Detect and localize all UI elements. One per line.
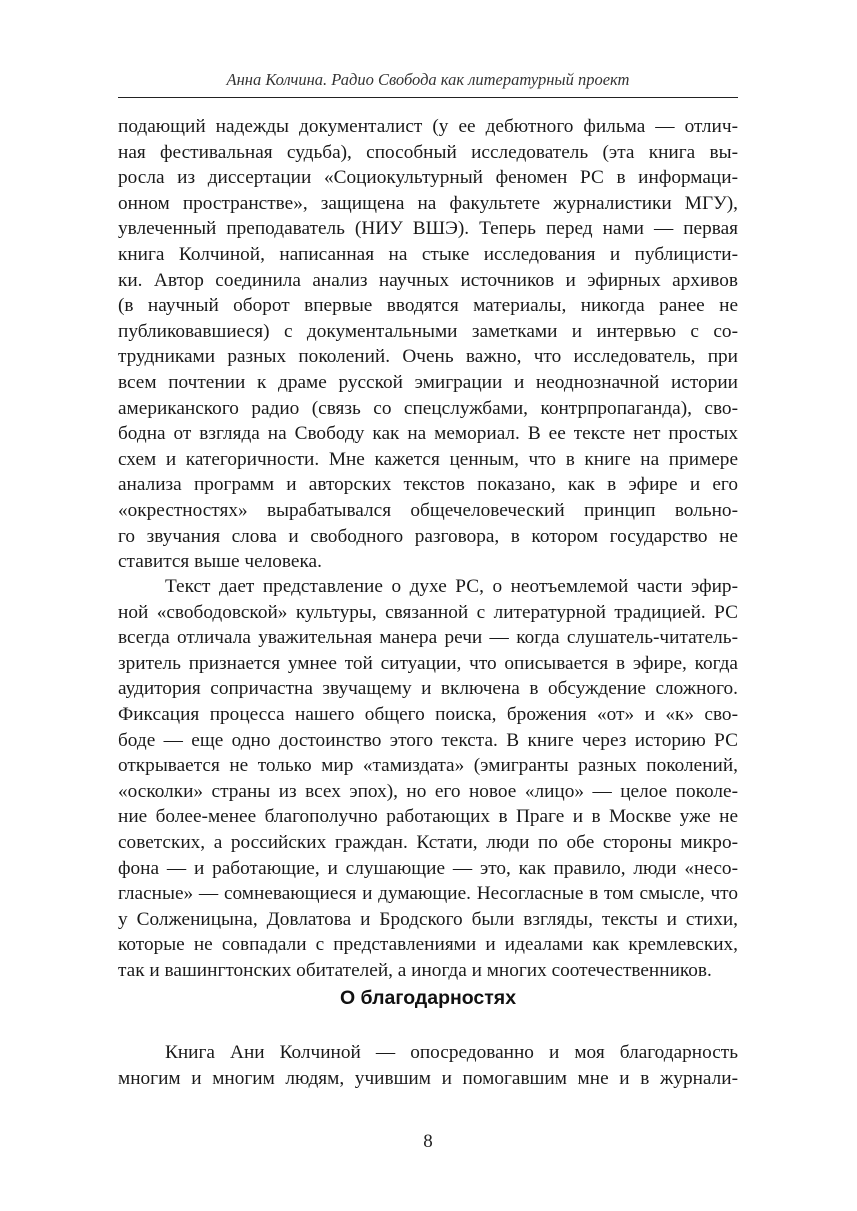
text-line: бодна от взгляда на Свободу как на мемориал. В ее тексте нет простых xyxy=(118,423,738,445)
paragraph-2 xyxy=(118,574,738,984)
text-line: росла из диссертации «Социокультурный феномен РС в информаци- xyxy=(118,167,738,189)
text-line: анализа программ и авторских текстов показано, как в эфире и его xyxy=(118,474,738,496)
text-line: схем и категоричности. Мне кажется ценным, что в книге на примере xyxy=(118,448,738,470)
text-line: ная фестивальная судьба), способный исследователь (эта книга вы- xyxy=(118,141,738,163)
paragraph-3 xyxy=(118,1040,738,1091)
text-line: советских, а российских граждан. Кстати, люди по обе стороны микро- xyxy=(118,831,738,853)
text-line: которые не совпадали с представлениями и идеалами как кремлевских, xyxy=(118,934,738,956)
page-number: 8 xyxy=(423,1131,433,1152)
text-line: трудниками разных поколений. Очень важно, что исследователь, при xyxy=(118,346,738,368)
text-line: многим и многим людям, учившим и помогавшим мне и в журнали- xyxy=(118,1067,738,1089)
text-line: боде — еще одно достоинство этого текста. В книге через историю РС xyxy=(118,729,738,751)
text-line: зритель признается умнее той ситуации, что описывается в эфире, когда xyxy=(118,652,738,674)
text-line: го звучания слова и свободного разговора, в котором государство не xyxy=(118,525,738,547)
text-line: ние более-менее благополучно работающих в Праге и в Москве уже не xyxy=(118,806,738,828)
text-line: у Солженицына, Довлатова и Бродского были взгляды, тексты и стихи, xyxy=(118,908,738,930)
text-line: всем почтении к драме русской эмиграции и неоднозначной истории xyxy=(118,371,738,393)
header-rule xyxy=(118,97,738,98)
text-line: (в научный оборот впервые вводятся материалы, никогда ранее не xyxy=(118,295,738,317)
text-line: открывается не только мир «тамиздата» (эмигранты разных поколений, xyxy=(118,755,738,777)
text-line: подающий надежды документалист (у ее дебютного фильма — отлич- xyxy=(118,116,738,137)
text-line: книга Колчиной, написанная на стыке исследования и публицисти- xyxy=(118,243,738,265)
paragraph-1 xyxy=(118,114,738,575)
running-title: Анна Колчина. Радио Свобода как литературный проект xyxy=(226,70,630,89)
text-line: гласные» — сомневающиеся и думающие. Несогласные в том смысле, что xyxy=(118,883,738,905)
section-heading: О благодарностях xyxy=(339,987,517,1009)
text-line: Фиксация процесса нашего общего поиска, брожения «от» и «к» сво- xyxy=(118,703,738,725)
text-line: Текст дает представление о духе РС, о неотъемлемой части эфир- xyxy=(165,576,738,597)
text-line: американского радио (связь со спецслужбами, контрпропаганда), сво- xyxy=(118,397,738,419)
text-line: «осколки» страны из всех эпох), но его новое «лицо» — целое поколе- xyxy=(118,780,738,802)
text-line: публиковавшиеся) с документальными заметками и интервью с со- xyxy=(118,320,738,342)
text-line: ки. Автор соединила анализ научных источников и эфирных архивов xyxy=(118,269,738,291)
text-line: всегда отличала уважительная манера речи — когда слушатель-читатель- xyxy=(118,627,738,649)
text-line: Книга Ани Колчиной — опосредованно и моя благодарность xyxy=(165,1042,738,1063)
text-line: увлеченный преподаватель (НИУ ВШЭ). Теперь перед нами — первая xyxy=(118,218,738,240)
text-line: ной «свободовской» культуры, связанной с литературной традицией. РС xyxy=(118,601,738,623)
text-line: ставится выше человека. xyxy=(118,551,322,573)
text-line: «окрестностях» вырабатывался общечеловеческий принцип вольно- xyxy=(118,499,738,521)
text-line: так и вашингтонских обитателей, а иногда и многих соотечественников. xyxy=(118,959,712,981)
text-line: фона — и работающие, и слушающие — это, как правило, люди «несо- xyxy=(118,857,738,879)
text-line: онном пространстве», защищена на факультете журналистики МГУ), xyxy=(118,192,738,214)
text-line: аудитория сопричастна звучащему и включена в обсуждение сложного. xyxy=(118,678,738,700)
